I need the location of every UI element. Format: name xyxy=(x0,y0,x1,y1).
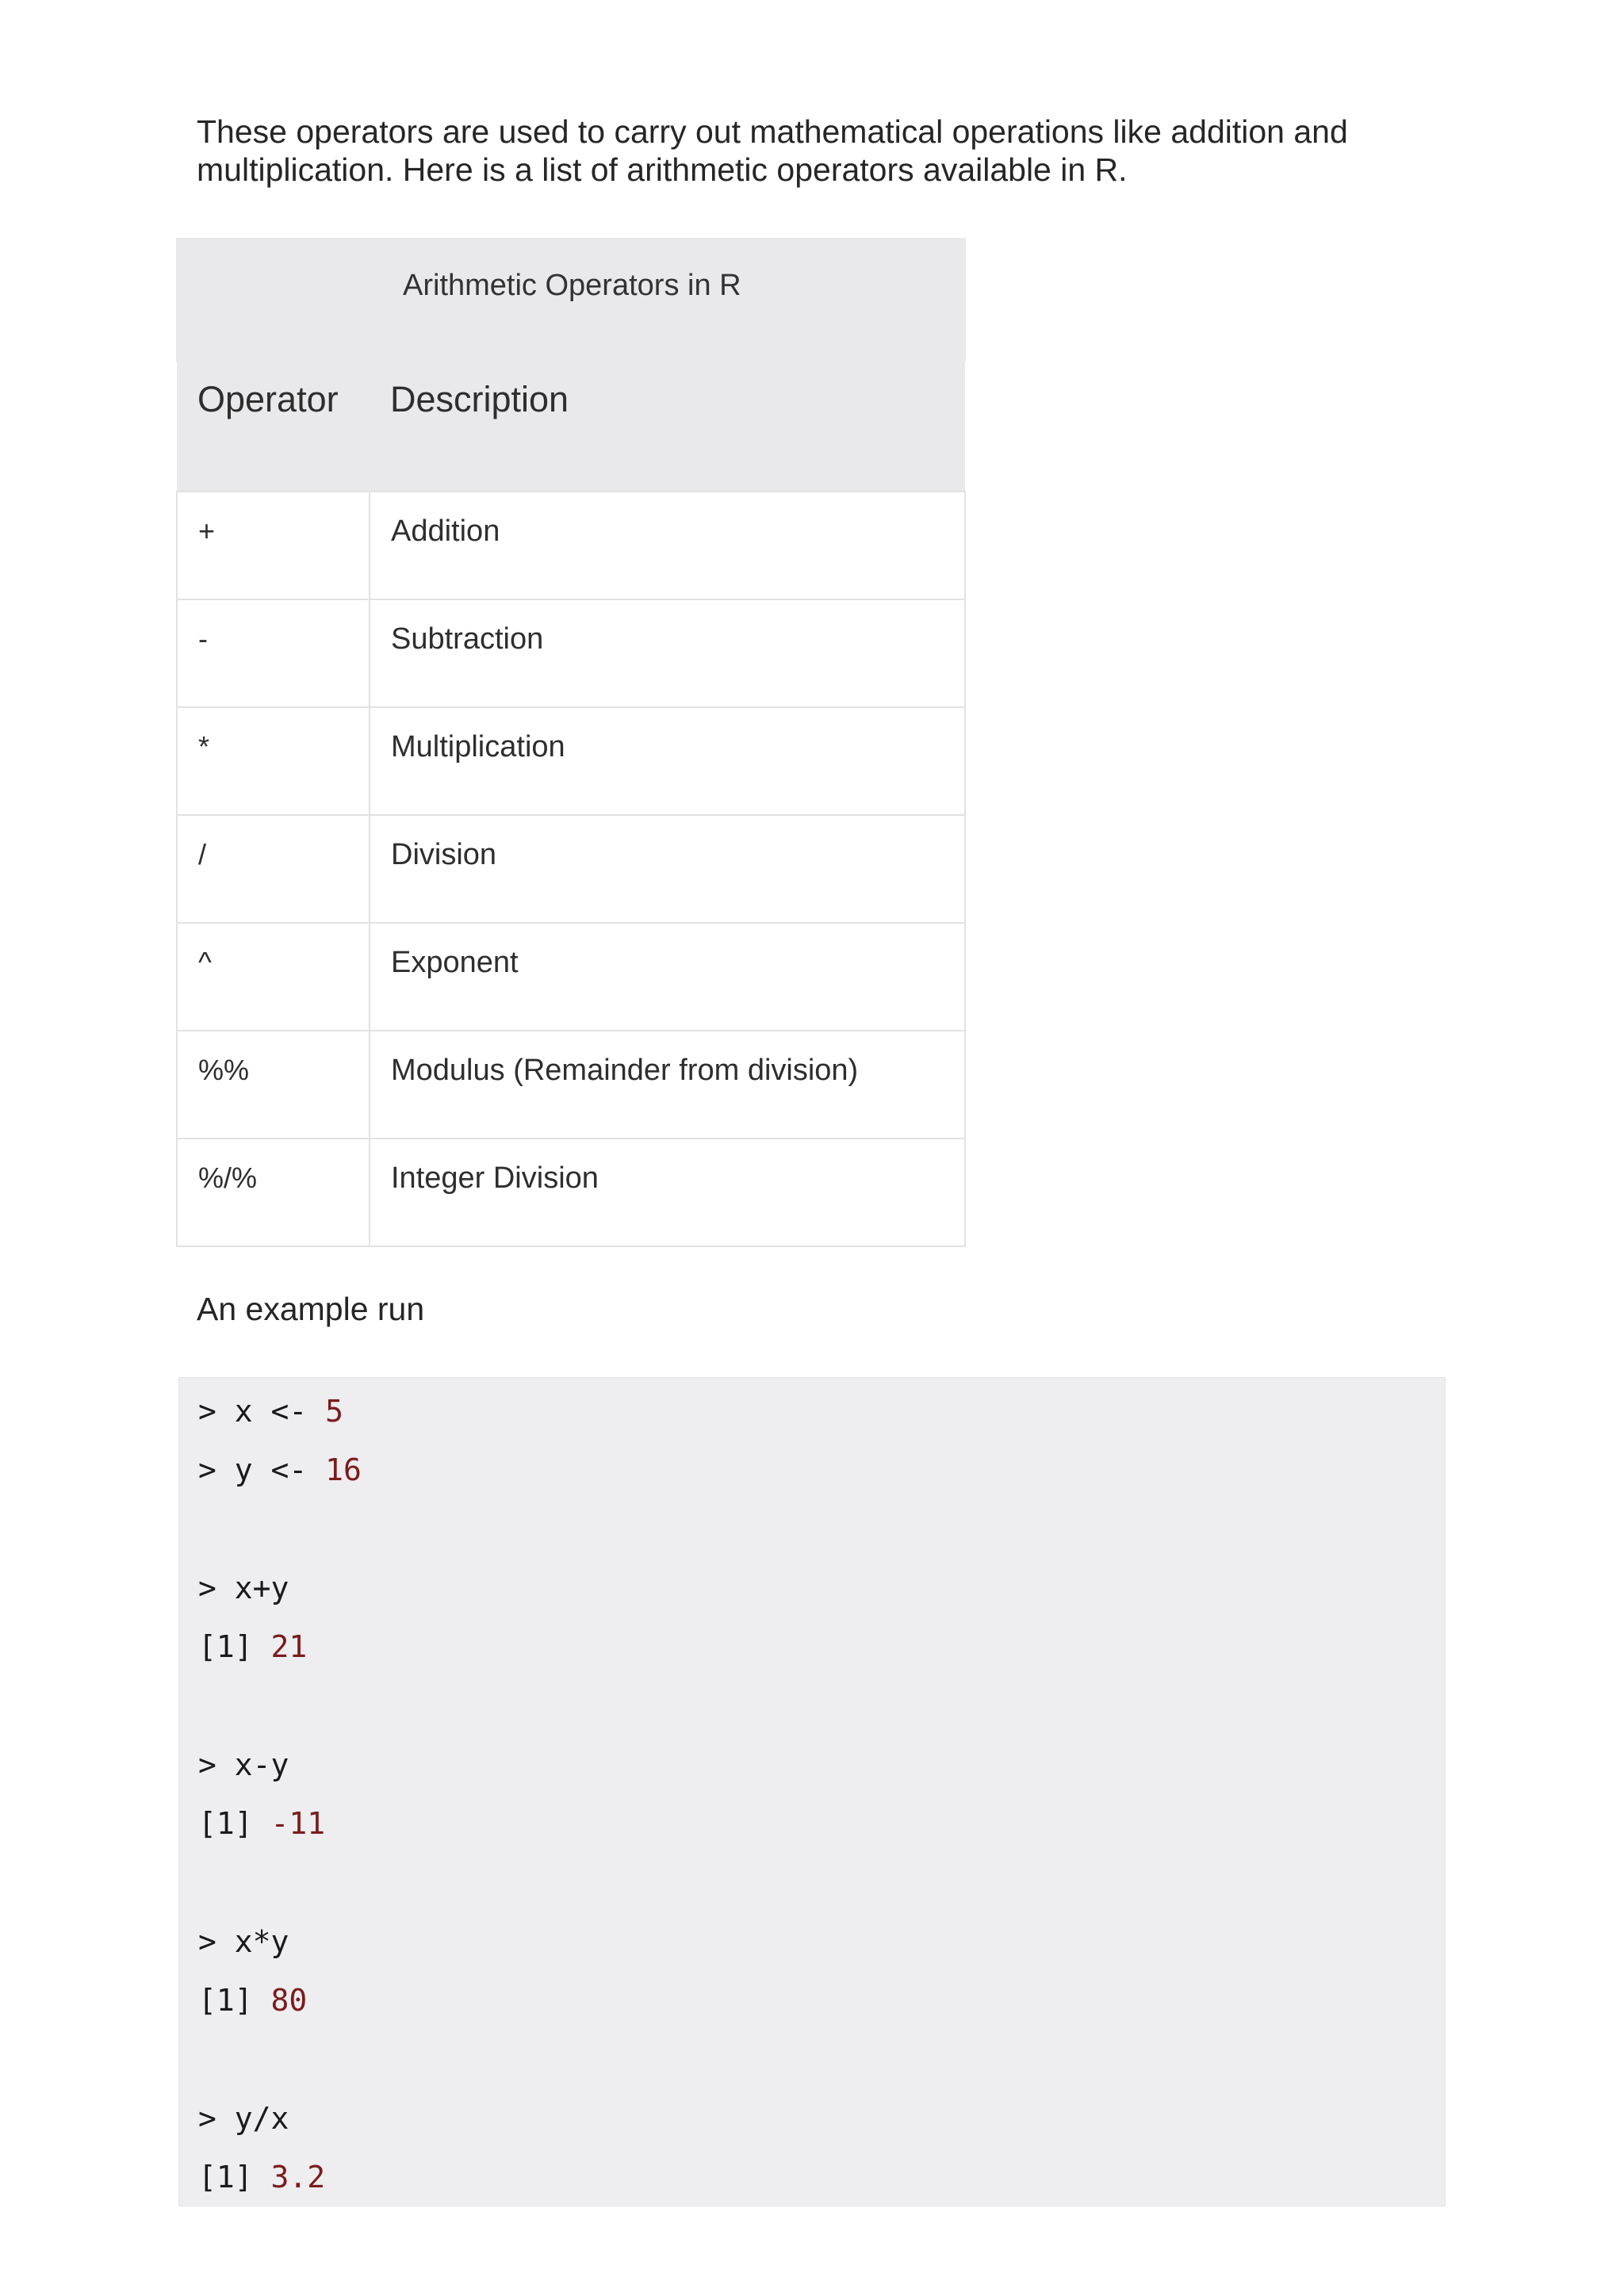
description-cell: Modulus (Remainder from division) xyxy=(370,1031,965,1138)
operator-cell: * xyxy=(177,707,370,815)
table-row xyxy=(177,492,965,599)
table-header xyxy=(177,362,965,492)
code-number: 5 xyxy=(325,1394,344,1429)
code-line xyxy=(198,1629,307,1664)
code-line xyxy=(198,1452,362,1487)
operator-cell: - xyxy=(177,599,370,707)
arithmetic-operators-table xyxy=(176,238,966,1247)
table-caption xyxy=(176,238,966,362)
description-cell: Integer Division xyxy=(370,1138,965,1246)
intro-line-2: multiplication. Here is a list of arithmetic operators available in R. xyxy=(197,151,1128,188)
code-number: 21 xyxy=(270,1629,308,1664)
code-number: 16 xyxy=(325,1452,362,1487)
code-line xyxy=(198,1394,343,1429)
description-cell: Exponent xyxy=(370,923,965,1031)
header-operator: Operator xyxy=(197,379,339,419)
code-line xyxy=(198,2160,325,2195)
code-prefix: [1] xyxy=(198,1629,271,1664)
table-row xyxy=(177,1138,965,1246)
code-line xyxy=(198,2101,289,2136)
code-prefix: > x+y xyxy=(198,1571,289,1605)
code-prefix: > y/x xyxy=(198,2101,289,2136)
operator-cell: ^ xyxy=(177,923,370,1031)
code-line xyxy=(198,1571,289,1605)
code-prefix: > x <- xyxy=(198,1394,326,1429)
table-row xyxy=(177,815,965,923)
table-caption-text: Arithmetic Operators in R xyxy=(403,269,741,302)
code-line xyxy=(198,1983,307,2018)
code-prefix: > x-y xyxy=(198,1747,289,1782)
code-prefix: [1] xyxy=(198,2160,271,2195)
table-header-row xyxy=(177,362,965,492)
table-row xyxy=(177,923,965,1031)
operator-cell: %% xyxy=(177,1031,370,1138)
intro-paragraph xyxy=(197,113,1434,189)
table-row xyxy=(177,599,965,707)
description-cell: Subtraction xyxy=(370,599,965,707)
code-number: 80 xyxy=(270,1983,308,2018)
table-row xyxy=(177,1031,965,1138)
code-line xyxy=(198,1924,289,1959)
example-run-label: An example run xyxy=(197,1291,425,1327)
code-prefix: > y <- xyxy=(198,1452,326,1487)
description-cell: Division xyxy=(370,815,965,923)
code-number: 3.2 xyxy=(270,2160,326,2195)
operator-cell: %/% xyxy=(177,1138,370,1246)
header-description: Description xyxy=(390,379,569,419)
operator-cell: / xyxy=(177,815,370,923)
intro-line-1: These operators are used to carry out mathematical operations like addition and xyxy=(197,113,1348,150)
code-number: -11 xyxy=(270,1806,326,1841)
table-row xyxy=(177,707,965,815)
code-prefix: [1] xyxy=(198,1983,271,2018)
operator-cell: + xyxy=(177,492,370,599)
description-cell: Multiplication xyxy=(370,707,965,815)
code-block xyxy=(178,1377,1446,2206)
table-body xyxy=(177,492,965,1246)
code-line xyxy=(198,1747,289,1782)
code-prefix: > x*y xyxy=(198,1924,289,1959)
code-line xyxy=(198,1806,325,1841)
code-prefix: [1] xyxy=(198,1806,271,1841)
description-cell: Addition xyxy=(370,492,965,599)
